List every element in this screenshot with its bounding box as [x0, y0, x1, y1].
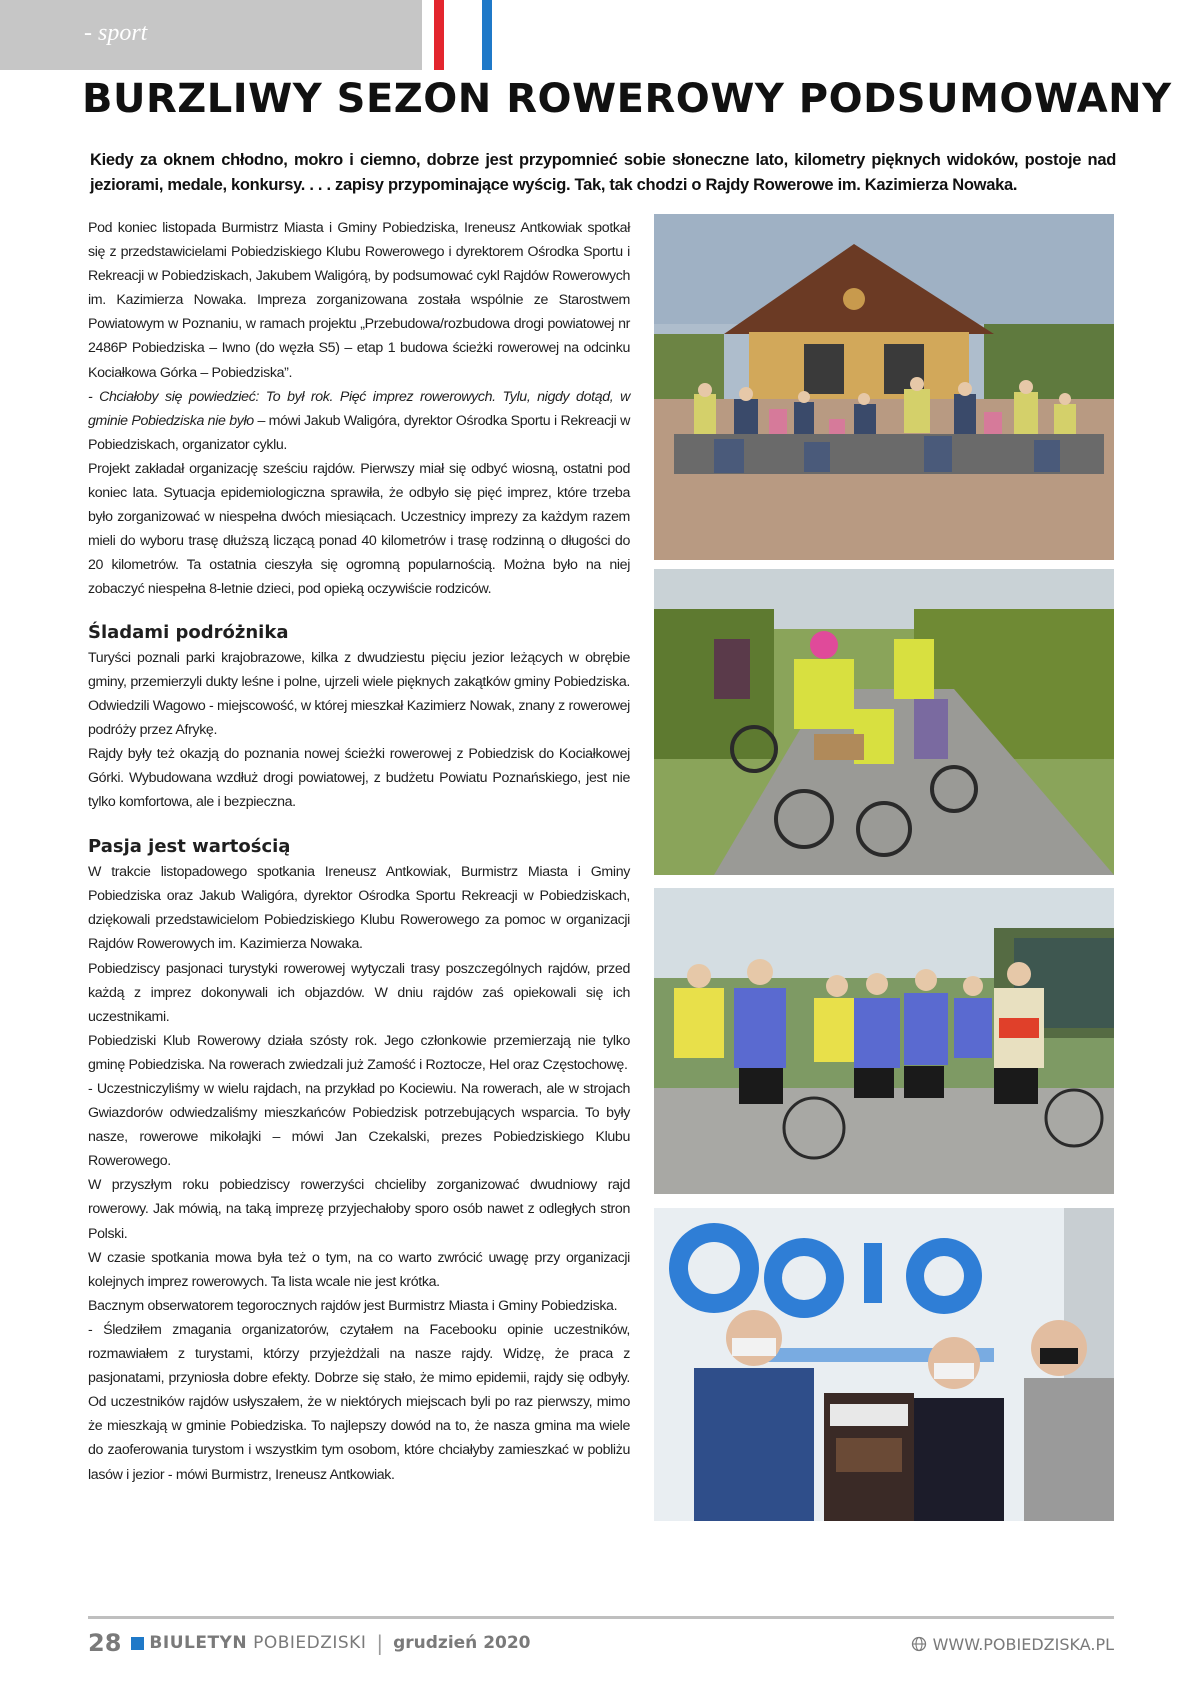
section2-paragraph-1: W trakcie listopadowego spotkania Ireneusz Antkowiak, Burmistrz Miasta i Gminy Pobiedziska oraz Jakub Waligóra, dyrektor Ośrodka Sportu Rekreacji w Pobiedziskach, dziękowali przedstawicielom Pobiedziskiego Klubu Rowerowego za pomoc w organizacji Rajdów Rowerowych im. Kazimierza Nowaka. [88, 864, 630, 953]
photo-cyclists-path [654, 569, 1114, 875]
footer-divider [88, 1616, 1114, 1619]
accent-bar-red [434, 0, 444, 70]
page-number: 28 [88, 1629, 122, 1657]
section1-paragraph-2: Rajdy były też okazją do poznania nowej ścieżki rowerowej z Pobiedzisk do Kociałkowej Górki. Wybudowana wzdłuż drogi powiatowej, z budżetu Powiatu Poznańskiego, jest nie tylko komfortowa, ale i bezpieczna. [88, 745, 630, 811]
section2-paragraph-3: Pobiedziski Klub Rowerowy działa szósty rok. Jego członkowie przemierzają nie tylko gminę Pobiedziska. Na rowerach zwiedzali już Zamość i Roztocze, Hel oraz Częstochowę. [88, 1032, 630, 1073]
section-heading-2: Pasja jest wartością [88, 836, 291, 858]
photo-indoor-meeting [654, 1208, 1114, 1521]
accent-bar-blue [482, 0, 492, 70]
section-heading-1: Śladami podróżnika [88, 621, 289, 643]
quote-text: - Chciałoby się powiedzieć: To był rok. Pięć imprez rowerowych. Tylu, nigdy dotąd, w gminie Pobiedziska nie było [88, 388, 630, 429]
section2-paragraph-6: W czasie spotkania mowa była też o tym, na co warto zwrócić uwagę przy organizacji kolejnych imprez rowerowych. Ta lista wcale nie jest krótka. [88, 1249, 630, 1290]
brand-name-bold: BIULETYN [149, 1633, 248, 1653]
footer-website[interactable] [911, 1630, 1114, 1658]
section2-paragraph-5: W przyszłym roku pobiedziscy rowerzyści chcieliby zorganizować dwudniowy rajd rowerowy. Jak mówią, na taką imprezę przyjechałoby sporo osób nawet z odległych stron Polski. [88, 1177, 630, 1242]
globe-icon [911, 1636, 927, 1652]
section2-paragraph-4: - Uczestniczyliśmy w wielu rajdach, na przykład po Kociewiu. Na rowerach, ale w strojach Gwiazdorów odwiedzaliśmy mieszkańców Pobiedzisk potrzebujących wsparcia. To były nasze, rowerowe mikołajki – mówi Jan Czekalski, prezes Pobiedziskiego Klubu Rowerowego. [88, 1081, 630, 1170]
footer-separator: | [376, 1631, 384, 1655]
brand-name-light: POBIEDZISKI [253, 1633, 367, 1653]
intro-paragraph-1: Pod koniec listopada Burmistrz Miasta i Gminy Pobiedziska, Ireneusz Antkowiak spotkał się z przedstawicielami Pobiedziskiego Klubu Rowerowego i dyrektorem Ośrodka Sportu i Rekreacji w Pobiedziskach, Jakubem Waligórą, by podsumować cykl Rajdów Rowerowych im. Kazimierza Nowaka. Impreza zorganizowana została wspólnie ze Starostwem Powiatowym w Poznaniu, w ramach projektu „Przebudowa/rozbudowa drogi powiatowej nr 2486P Pobiedziska – Iwno (do węzła S5) – etap 1 budowa ścieżki rowerowej na odcinku Kociałkowa Górka – Pobiedziska”. [88, 220, 630, 381]
article-title: BURZLIWY SEZON ROWEROWY PODSUMOWANY [82, 76, 1172, 122]
website-link[interactable]: WWW.POBIEDZISKA.PL [932, 1634, 1114, 1654]
issue-date: grudzień 2020 [393, 1633, 531, 1653]
intro-quote [88, 385, 630, 457]
section-tab [0, 0, 422, 70]
section2-paragraph-8: - Śledziłem zmagania organizatorów, czytałem na Facebooku opinie uczestników, rozmawiałem z turystami, którzy przyjeżdżali na nasze rajdy. Widzę, że praca z pasjonatami, przyniosła dobre efekty. Dobrze się stało, że mimo epidemii, rajdy się odbyły. Od uczestników rajdów usłyszałem, że w niektórych miejscach byli po raz pierwszy, mimo że mieszkają w gminie Pobiedziska. To najlepszy dowód na to, że nasza gmina ma wiele do zaoferowania turystom i wszystkim tym osobom, które chciałyby zamieszkać w pobliżu lasów i jezior - mówi Burmistrz, Ireneusz Antkowiak. [88, 1321, 630, 1483]
section2-paragraph-2: Pobiedziscy pasjonaci turystyki rowerowej wytyczali trasy poszczególnych rajdów, przed każdą z imprez dokonywali ich objazdów. W dniu rajdów zaś opiekowali się ich uczestnikami. [88, 960, 630, 1025]
quote-attribution: – mówi Jakub Waligóra, dyrektor Ośrodka Sportu i Rekreacji w Pobiedziskach, organizator cyklu. [88, 412, 630, 453]
section1-paragraph-1: Turyści poznali parki krajobrazowe, kilka z dwudziestu pięciu jezior leżących w obrębie gminy, przemierzyli dukty leśne i polne, ujrzeli wiele pięknych zakątków gminy Pobiedziska. Odwiedzili Wagowo - miejscowość, w której mieszkał Kazimierz Nowak, znany z rowerowej podróży przez Afrykę. [88, 649, 630, 738]
intro-paragraph-2: Projekt zakładał organizację sześciu rajdów. Pierwszy miał się odbyć wiosną, ostatni pod koniec lata. Sytuacja epidemiologiczna sprawiła, że odbyło się pięć imprez, które trzeba było zorganizować w niespełna dwóch miesiącach. Uczestnicy imprezy za każdym razem mieli do wyboru trasę dłuższą liczącą ponad 40 kilometrów i trasę rodzinną o długości do 20 kilometrów. Ta ostatnia cieszyła się ogromną popularnością. Można było na niej zobaczyć niespełna 8-letnie dzieci, pod opieką oczywiście rodziców. [88, 460, 630, 598]
section2-paragraph-7: Bacznym obserwatorem tegorocznych rajdów jest Burmistrz Miasta i Gminy Pobiedziska. [88, 1297, 618, 1314]
photo-group-building [654, 214, 1114, 560]
photo-club-members [654, 888, 1114, 1194]
brand-square-icon [131, 1637, 144, 1650]
article-lead: Kiedy za oknem chłodno, mokro i ciemno, dobrze jest przypomnieć sobie słoneczne lato, kilometry pięknych widoków, postoje nad jeziorami, medale, konkursy. . . . zapisy przypominające wyścig. Tak, tak chodzi o Rajdy Rowerowe im. Kazimierza Nowaka. [90, 151, 1116, 194]
footer-publication [88, 1628, 531, 1658]
article-body [88, 216, 630, 1487]
section-label: - sport [84, 20, 148, 46]
